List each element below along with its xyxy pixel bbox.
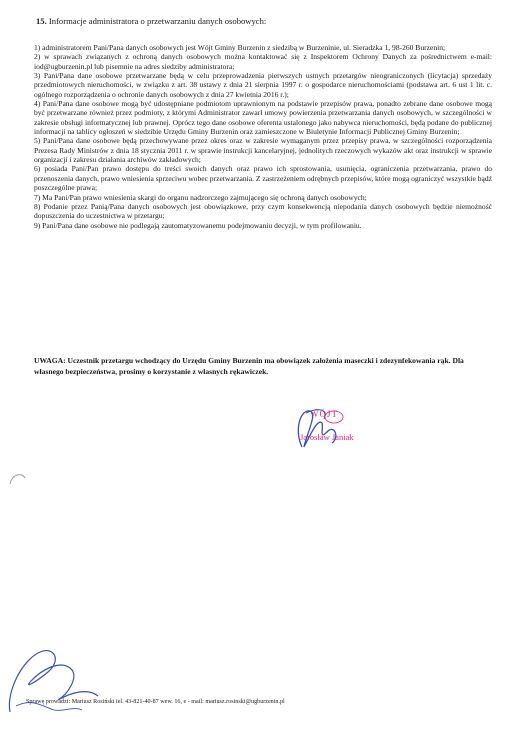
list-item: 6) posiada Pani/Pan prawo dostępu do treści swoich danych oraz prawo ich sprostowania, usunięcia, ograniczenia przetwarzania, prawo do przenoszenia danych, prawo wniesienia sprzeciwu wobec przetwarzania. Z zastrzeżeniem odrębnych przepisów, które mogą ograniczyć wszystkie bądź poszczególne prawa; [34, 164, 492, 193]
covid-warning: UWAGA: Uczestnik przetargu wchodzący do Urzędu Gminy Burzenin ma obowiązek założenia maseczki i zdezynfekowania rąk. Dla własnego bezpieczeństwa, prosimy o korzystanie z własnych rękawiczek. [34, 356, 464, 376]
list-item: 4) Pani/Pana dane osobowe mogą być udostępniane podmiotom uprawnionym na podstawie przepisów prawa, ponadto zebrane dane osobowe mogą być przetwarzane również przez podmioty, z którymi Administrator zawarł umowy powierzenia przetwarzania danych osobowych, w szczególności w zakresie obsługi informatycznej lub prawnej. Oprócz tego dane osobowe oferenta ustalonego jako nabywca nieruchomości, będą podane do publicznej informacji na tablicy ogłoszeń w siedzibie Urzędu Gminy Burzenin oraz zamieszczone w Biuletynie Informacji Publicznej Gminy Burzenin; [34, 99, 492, 137]
list-item: 8) Podanie przez Panią/Pana danych osobowych jest obowiązkowe, przy czym konsekwencją niepodania danych osobowych będzie niemożność dopuszczenia do uczestnictwa w przetargu; [34, 201, 492, 221]
section-title: Informacje administratora o przetwarzaniu danych osobowych: [48, 16, 267, 26]
list-item: 5) Pani/Pana dane osobowe będą przechowywane przez okres oraz w zakresie wymaganym przez przepisy prawa, w szczególności rozporządzenia Prezesa Rady Ministrów z dnia 18 stycznia 2011 r. w sprawie instrukcji kancelaryjnej, jednolitych rzeczowych wykazów akt oraz instrukcji w sprawie organizacji i zakresu działania archiwów zakładowych; [34, 136, 492, 165]
list-item: 7) Ma Pani/Pan prawo wniesienia skargi do organu nadzorczego zajmującego się ochroną danych osobowych; [34, 192, 367, 202]
margin-mark-icon [8, 470, 28, 490]
list-item: 9) Pani/Pana dane osobowe nie podlegają zautomatyzowanemu podejmowaniu decyzji, w tym profilowaniu. [34, 220, 362, 230]
signature-stamp: WÓJT [310, 409, 338, 419]
section-number: 15. [36, 16, 47, 26]
contact-footer: Sprawę prowadzi: Mariusz Rosiński tel. 43-821-40-87 wew. 16, e - mail: mariusz.rosinski@ugburzenin.pl [26, 699, 285, 705]
list-item: 1) administratorem Pani/Pana danych osobowych jest Wójt Gminy Burzenin z siedzibą w Burzeninie, ul. Sieradzka 1, 98-260 Burzenin; [34, 43, 446, 52]
information-list [34, 43, 492, 230]
list-item: 2) w sprawach związanych z ochroną danych osobowych można kontaktować się z Inspektorem Ochrony Danych za pośrednictwem e-mail: iod@ugburzenin.pl lub pisemnie na adres siedziby administratora; [34, 52, 492, 71]
signature-name: Jarosław Janiak [300, 432, 354, 442]
list-item: 3) Pani/Pana dane osobowe przetwarzane będą w celu przeprowadzenia pierwszych ustnych przetargów nieograniczonych (licytacja) sprzedaży przedmiotowych nieruchomości, w związku z art. 38 ustawy z dnia 21 sierpnia 1997 r. o gospodarce nieruchomościami (podstawa art. 6 ust 1 lit. c. ogólnego rozporządzenia o ochronie danych osobowych z dnia 27 kwietnia 2016 r.); [34, 71, 492, 99]
handwritten-signature-icon [288, 401, 374, 461]
signature-block [288, 401, 374, 461]
initials-scribble-icon [2, 640, 112, 720]
section-heading [36, 16, 496, 26]
